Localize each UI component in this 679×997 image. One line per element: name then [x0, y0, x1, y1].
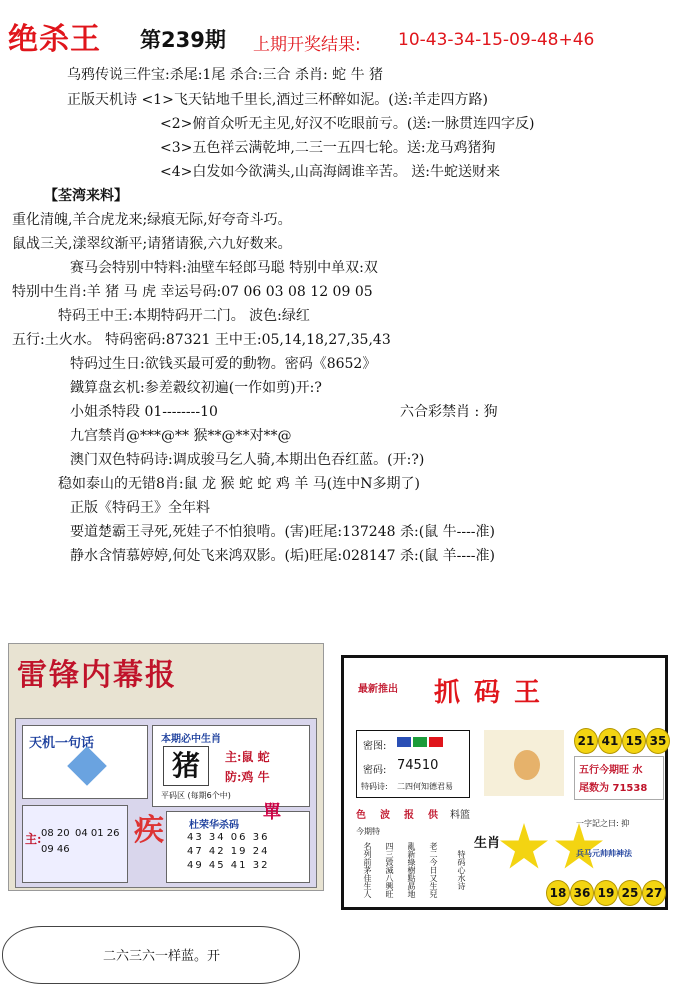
guard-zodiac: 防:鸡 牛: [225, 770, 270, 784]
zhuama-panel: [341, 655, 668, 910]
text-line: 乌鸦传说三件宝:杀尾:1尾 杀合:三合 杀肖: 蛇 牛 猪: [67, 67, 384, 83]
number-ball: 25: [618, 880, 642, 906]
wuxing-box: [574, 756, 664, 800]
mini-number: 09 46: [41, 844, 70, 855]
verse-col: 老二今日又生兒: [429, 842, 438, 898]
leifeng-title: 雷锋内幕报: [17, 658, 177, 693]
number-ball: 27: [642, 880, 666, 906]
number-ball: 19: [594, 880, 618, 906]
text-line: 五行:土火水。 特码密码:87321 王中王:05,14,18,27,35,43: [12, 332, 391, 348]
main-zodiac: 主:鼠 蛇: [225, 750, 270, 764]
ji-char: 疾: [134, 813, 164, 848]
mini-number: 08 20: [41, 828, 70, 839]
code-label: 密码:: [363, 765, 387, 776]
tianji-box: [22, 725, 148, 799]
tianji-label: 天机一句话: [29, 736, 95, 751]
kill-grid-row: 47 42 19 24: [187, 846, 270, 857]
text-line: 澳门双色特码诗:调成骏马乞人骑,本期出色吞红蓝。(开:?): [70, 452, 425, 468]
zhu-label: 主:: [25, 832, 42, 846]
kill-grid-row: 49 45 41 32: [187, 860, 270, 871]
poem-label: 特码诗:: [361, 782, 388, 791]
number-ball: 18: [546, 880, 570, 906]
wuxing-text: 五行今期旺 水: [579, 765, 643, 776]
text-line: 正版天机诗 <1>飞天钻地千里长,酒过三杯醉如泥。(送:羊走四方路): [67, 92, 488, 108]
stage-box: [152, 725, 310, 807]
text-line: 鐵算盘玄机:参差縠纹初遍(一作如剪)开:?: [70, 380, 322, 396]
logo-block: [397, 737, 411, 747]
pill-label: 波: [380, 810, 390, 821]
verse-col: 名列前茅佳生人: [363, 842, 372, 898]
star-burst: [499, 823, 549, 873]
mini-number: 04 01 26: [75, 828, 120, 839]
text-line: 九宫禁肖@***@** 猴**@**对**@: [70, 428, 292, 444]
logo-block: [429, 737, 443, 747]
page-title: 绝杀王: [8, 22, 101, 57]
number-ball: 15: [622, 728, 646, 754]
motto: 一字記之曰: 抑: [576, 819, 630, 828]
text-line: 重化清魄,羊合虎龙来;绿痕无际,好夸奇斗巧。: [12, 212, 292, 228]
number-ball: 41: [598, 728, 622, 754]
issue-number: 第239期: [140, 28, 226, 52]
big-zodiac-label: 生肖: [474, 836, 501, 851]
stage-label: 本期必中生肖: [161, 734, 221, 745]
section-heading: 【荃湾来料】: [44, 188, 128, 204]
number-ball: 21: [574, 728, 598, 754]
illustration: [484, 730, 564, 796]
cloud-text: 二六三六一样蓝。开: [103, 949, 221, 964]
text-line: <2>俯首众听无主见,好汉不吃眼前亏。(送:一脉贯连四字反): [160, 116, 535, 132]
text-line: 特别中生肖:羊 猪 马 虎 幸运号码:07 06 03 08 12 09 05: [12, 284, 373, 300]
kill-grid-row: 43 34 06 36: [187, 832, 270, 843]
text-line: 静水含情慕婷婷,何处飞来鸿双影。(垢)旺尾:028147 杀:(鼠 羊----准): [70, 548, 495, 564]
text-line: 小姐杀特段 01--------10: [70, 404, 218, 420]
weishu-text: 尾数为 71538: [579, 783, 648, 794]
text-line: <3>五色祥云满乾坤,二三一五四七轮。送:龙马鸡猪狗: [160, 140, 496, 156]
code-value: 74510: [397, 758, 439, 773]
zhuama-title: 抓码王: [434, 678, 555, 708]
logo-block: [413, 737, 427, 747]
diamond-logo: [67, 746, 107, 786]
leifeng-panel: [8, 643, 324, 891]
text-line: 特码过生日:欲钱买最可爱的動物。密码《8652》: [70, 356, 377, 372]
pingma-label: 平码区 (每期6个中): [161, 791, 231, 800]
text-line: <4>白发如今欲满头,山高海阔谁辛苦。 送:牛蛇送财来: [160, 164, 500, 180]
figure-shape: [514, 750, 540, 780]
verse-col: 亂新綠樹點勗地: [407, 842, 416, 898]
number-ball: 35: [646, 728, 670, 754]
zhuama-sub: 最新推出: [358, 684, 398, 695]
text-line: 特码王中王:本期特码开二门。 波色:绿红: [58, 308, 310, 324]
jinqi-label: 今期特: [356, 827, 380, 836]
secret-box: [356, 730, 470, 798]
pill-label: 供: [428, 810, 438, 821]
text-line: 正版《特码王》全年料: [70, 500, 210, 516]
kill-grid-label: 杜荣华杀码: [189, 820, 239, 831]
cloud-bubble: [2, 926, 300, 984]
text-line: 稳如泰山的无错8肖:鼠 龙 猴 蛇 蛇 鸡 羊 马(连中N多期了): [58, 476, 420, 492]
result-numbers: 10-43-34-15-09-48+46: [398, 30, 595, 50]
dan-char: 單: [263, 802, 281, 823]
pill-label: 报: [404, 810, 414, 821]
text-line: 要道楚霸王寻死,死娃子不怕狼啃。(害)旺尾:137248 杀:(鼠 牛----准): [70, 524, 495, 540]
poem-text: 二四何知德君易: [397, 782, 453, 791]
motto2: 兵马元帅帅神法: [576, 849, 632, 858]
verse-col: 四三毀滅八興旺: [385, 842, 394, 898]
number-ball: 36: [570, 880, 594, 906]
side-poem: 特码心水诗: [457, 850, 466, 890]
text-line: 鼠战三关,漾翠纹渐平;请猪请猴,六九好数来。: [12, 236, 292, 252]
pill-label: 色: [356, 810, 366, 821]
kill-grid-box: [166, 811, 310, 883]
pill-tail: 料篮: [450, 810, 470, 821]
mini-numbers-box: [22, 805, 128, 883]
big-zodiac-char: 猪: [163, 746, 209, 786]
result-label: 上期开奖结果:: [253, 35, 361, 55]
secret-label: 密图:: [363, 741, 387, 752]
text-line: 六合彩禁肖 : 狗: [400, 404, 498, 420]
text-line: 赛马会特别中特料:油壁车轻郎马聪 特别中单双:双: [70, 260, 378, 276]
